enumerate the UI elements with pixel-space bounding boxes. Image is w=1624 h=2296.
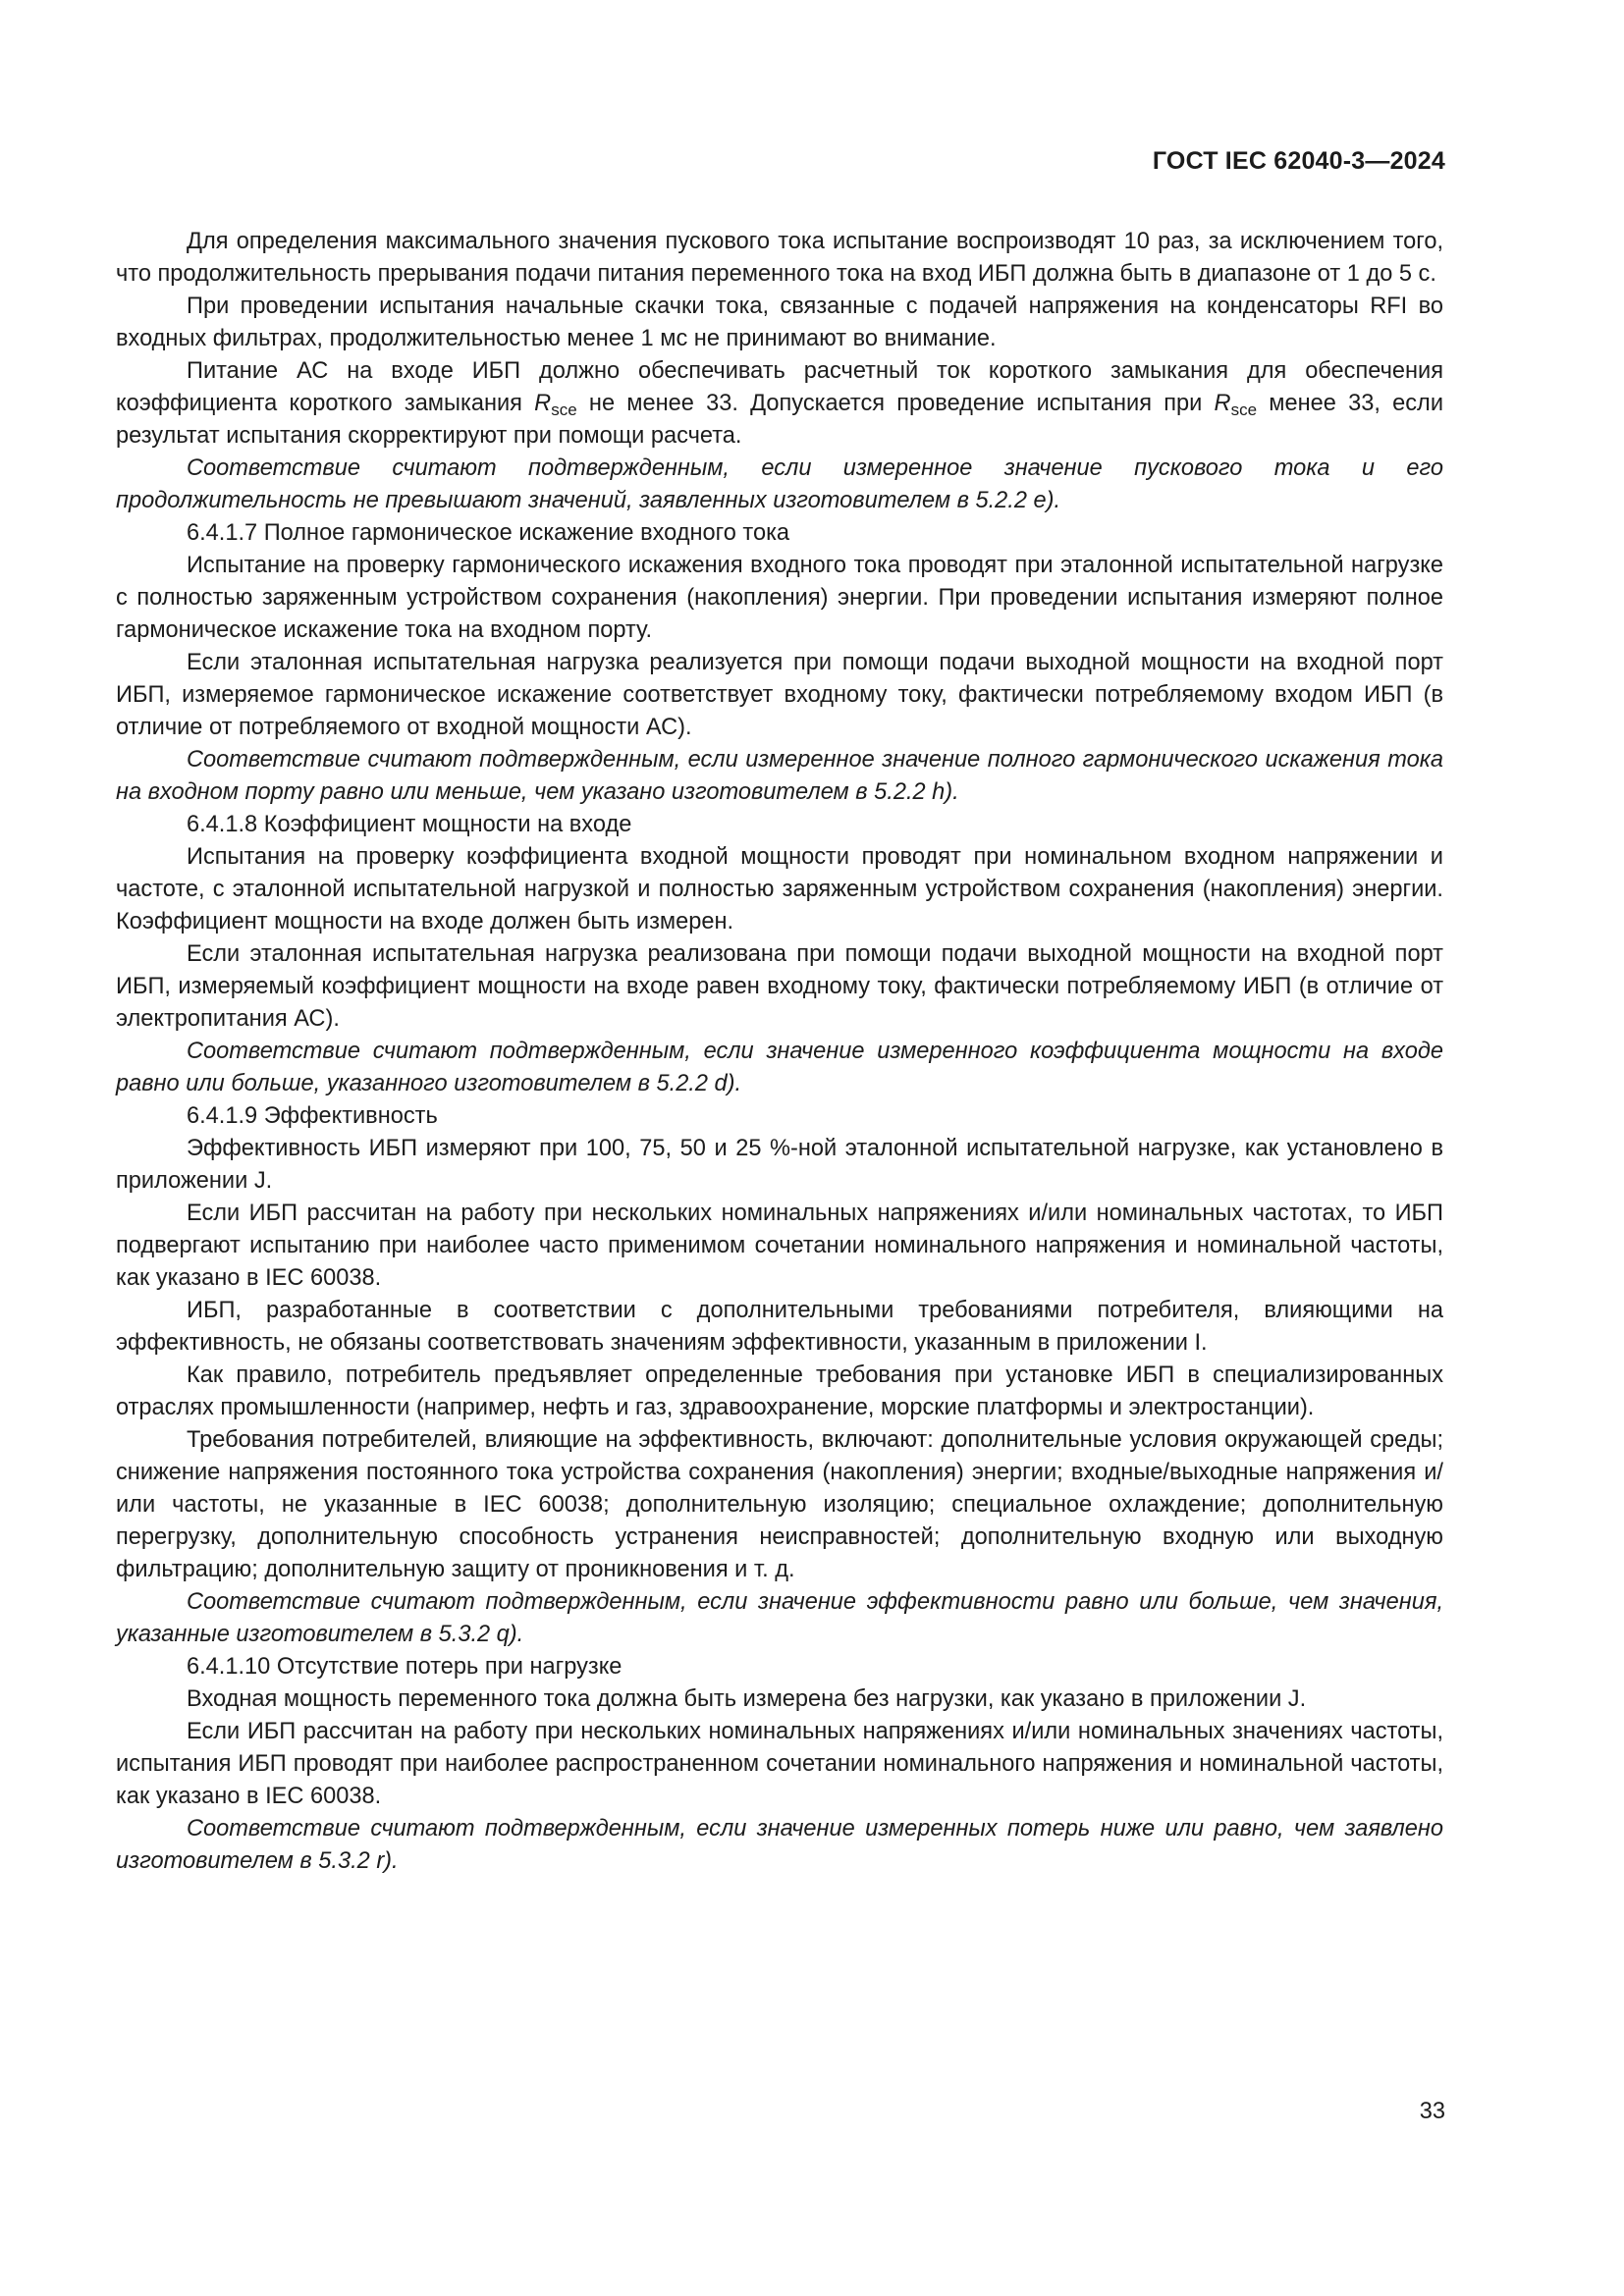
compliance-note-power-factor: Соответствие считают подтвержденным, если значение измеренного коэффициента мощности на входе равно или больше, указанного изготовителем в 5.2.2 d). [116, 1039, 1443, 1096]
paragraph-thd-load: Если эталонная испытательная нагрузка реализуется при помощи подачи выходной мощности на входной порт ИБП, измеряемое гармоническое искажение соответствует входному току, фактически потребляемому входом ИБП (в отличие от потребляемого от входной мощности АС). [116, 650, 1443, 740]
text-run: Питание АС на входе ИБП должно обеспечивать расчетный ток короткого замыкания для обеспечения коэффициента короткого замыкания [116, 358, 1443, 416]
compliance-note-efficiency: Соответствие считают подтвержденным, если значение эффективности равно или больше, чем значения, указанные изготовителем в 5.3.2 q). [116, 1589, 1443, 1647]
section-heading-6-4-1-10: 6.4.1.10 Отсутствие потерь при нагрузке [187, 1654, 623, 1680]
paragraph-power-factor-test: Испытания на проверку коэффициента входной мощности проводят при номинальном входном напряжении и частоте, с эталонной испытательной нагрузкой и полностью заряженным устройством сохранения (накопления) энергии. Коэффициент мощности на входе должен быть измерен. [116, 844, 1443, 934]
section-heading-6-4-1-9: 6.4.1.9 Эффективность [187, 1103, 438, 1129]
paragraph-efficiency-multi-rating: Если ИБП рассчитан на работу при нескольких номинальных напряжениях и/или номинальных частотах, то ИБП подвергают испытанию при наиболее часто применимом сочетании номинального напряжения и номинальной частоты, как указано в IEC 60038. [116, 1201, 1443, 1291]
paragraph-rfi-capacitors: При проведении испытания начальные скачки тока, связанные с подачей напряжения на конденсаторы RFI во входных фильтрах, продолжительностью менее 1 мс не принимают во внимание. [116, 294, 1443, 351]
page-number: 33 [1419, 2099, 1445, 2124]
paragraph-no-load-input: Входная мощность переменного тока должна быть измерена без нагрузки, как указано в приложении J. [187, 1686, 1307, 1712]
text-run: менее 33, если результат испытания скорректируют при помощи расчета. [116, 391, 1443, 449]
compliance-note-thd: Соответствие считают подтвержденным, если измеренное значение полного гармонического искажения тока на входном порту равно или меньше, чем указано изготовителем в 5.2.2 h). [116, 747, 1443, 805]
paragraph-no-load-multi-rating: Если ИБП рассчитан на работу при нескольких номинальных напряжениях и/или номинальных значениях частоты, испытания ИБП проводят при наиболее распространенном сочетании номинального напряжения и номинальной частоты, как указано в IEC 60038. [116, 1719, 1443, 1809]
rsce-symbol: R [1214, 391, 1231, 416]
page-body [116, 226, 1443, 1878]
text-run: не менее 33. Допускается проведение испытания при [576, 391, 1215, 416]
paragraph-thd-test: Испытание на проверку гармонического искажения входного тока проводят при эталонной испытательной нагрузке с полностью заряженным устройством сохранения (накопления) энергии. При проведении испытания измеряют полное гармоническое искажение тока на входном порту. [116, 553, 1443, 643]
paragraph-inrush-test-repeat: Для определения максимального значения пускового тока испытание воспроизводят 10 раз, за исключением того, что продолжительность прерывания подачи питания переменного тока на вход ИБП должна быть в диапазоне от 1 до 5 с. [116, 229, 1443, 287]
paragraph-efficiency-loads: Эффективность ИБП измеряют при 100, 75, 50 и 25 %-ной эталонной испытательной нагрузке, как установлено в приложении J. [116, 1136, 1443, 1194]
document-header-standard-code: ГОСТ IEC 62040-3—2024 [1152, 147, 1445, 175]
paragraph-short-circuit-ratio [116, 355, 1443, 453]
section-heading-6-4-1-8: 6.4.1.8 Коэффициент мощности на входе [187, 812, 632, 837]
paragraph-efficiency-industries: Как правило, потребитель предъявляет определенные требования при установке ИБП в специализированных отраслях промышленности (например, нефть и газ, здравоохранение, морские платформы и электростанции). [116, 1362, 1443, 1420]
rsce-subscript: sce [551, 400, 577, 419]
section-heading-6-4-1-7: 6.4.1.7 Полное гармоническое искажение входного тока [187, 520, 790, 546]
rsce-subscript: sce [1230, 400, 1258, 419]
paragraph-power-factor-load: Если эталонная испытательная нагрузка реализована при помощи подачи выходной мощности на входной порт ИБП, измеряемый коэффициент мощности на входе равен входному току, фактически потребляемому ИБП (в отличие от электропитания АС). [116, 941, 1443, 1032]
rsce-symbol: R [534, 391, 552, 416]
compliance-note-no-load: Соответствие считают подтвержденным, если значение измеренных потерь ниже или равно, чем заявлено изготовителем в 5.3.2 r). [116, 1816, 1443, 1874]
paragraph-efficiency-requirements-list: Требования потребителей, влияющие на эффективность, включают: дополнительные условия окружающей среды; снижение напряжения постоянного тока устройства сохранения (накопления) энергии; входные/выходные напряжения и/или частоты, не указанные в IEC 60038; дополнительную изоляцию; специальное охлаждение; дополнительную перегрузку, дополнительную способность устранения неисправностей; дополнительную входную или выходную фильтрацию; дополнительную защиту от проникновения и т. д. [116, 1427, 1443, 1582]
compliance-note-inrush: Соответствие считают подтвержденным, если измеренное значение пускового тока и его продолжительность не превышают значений, заявленных изготовителем в 5.2.2 е). [116, 455, 1443, 513]
paragraph-efficiency-custom-requirements: ИБП, разработанные в соответствии с дополнительными требованиями потребителя, влияющими на эффективность, не обязаны соответствовать значениям эффективности, указанным в приложении I. [116, 1298, 1443, 1356]
